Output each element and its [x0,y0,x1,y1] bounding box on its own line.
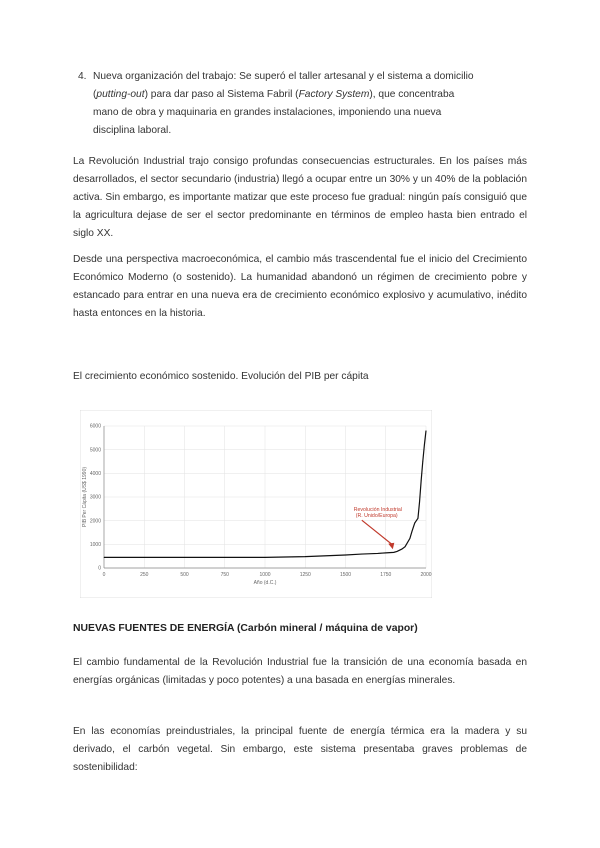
x-tick-label: 2000 [420,572,432,578]
list-item-line2-mid: ) para dar paso al Sistema Fabril ( [144,89,299,100]
data-point [426,430,427,431]
x-tick-label: 1000 [259,572,271,578]
annotation-text-line1: Revolución Industrial [353,507,402,514]
x-tick-label: 1750 [380,572,392,578]
data-point [419,501,420,502]
data-point [184,557,185,558]
list-item-line1: Nueva organización del trabajo: Se superó el taller artesanal y el sistema a domicilio [93,71,474,82]
data-point [224,557,225,558]
data-point [104,557,105,558]
paragraph-crecimiento: Desde una perspectiva macroeconómica, el cambio más trascendental fue el inicio del Crecimiento Económico Moderno (o sostenido). La humanidad abandonó un régimen de crecimiento pobre y estancado para entrar en una nueva era de crecimiento económico explosivo y acumulativo, inédito hasta entonces en la historia. [73,254,527,319]
data-point [345,555,346,556]
data-point [422,461,423,462]
data-point [305,556,306,557]
list-item-4 [78,68,513,140]
x-tick-label: 0 [102,572,106,578]
data-point [393,552,394,553]
putting-out-term: putting-out [96,89,145,100]
x-tick-label: 500 [180,572,189,578]
data-point [385,552,386,553]
data-point [397,551,398,552]
chart-frame [80,410,432,598]
y-tick-label: 2000 [89,518,101,525]
x-tick-label: 1250 [299,572,311,578]
data-point [414,523,415,524]
y-tick-label: 5000 [89,447,101,454]
data-point [424,445,425,446]
data-point [412,531,413,532]
y-tick-label: 6000 [89,423,101,430]
data-point [377,553,378,554]
list-item-line4: disciplina laboral. [93,125,172,136]
data-point [401,549,402,550]
paragraph-preindustriales: En las economías preindustriales, la principal fuente de energía térmica era la madera y su derivado, el carbón vegetal. Sin embargo, este sistema presentaba graves problemas de sostenibilidad: [73,726,527,773]
x-tick-label: 1500 [339,572,352,578]
section-heading: NUEVAS FUENTES DE ENERGÍA (Carbón mineral / máquina de vapor) [73,623,418,634]
list-item-line3: mano de obra y maquinaria en grandes instalaciones, imponiendo una nueva [93,107,442,118]
x-axis-label: Año (d.C.) [253,580,277,586]
list-item-line2-post: ), que concentraba [369,89,455,100]
y-tick-label: 3000 [89,494,101,501]
y-tick-label: 0 [98,565,101,572]
x-tick-label: 250 [140,572,149,578]
gdp-chart [80,410,432,603]
data-point [405,546,406,547]
factory-system-term: Factory System [298,89,370,100]
figure-caption: El crecimiento económico sostenido. Evolución del PIB per cápita [73,371,369,382]
annotation-text-line2: (R. Unido/Europa) [355,513,398,520]
gdp-chart-svg [80,410,432,598]
y-tick-label: 4000 [89,470,101,477]
data-point [410,538,411,539]
list-number: 4. [78,71,87,82]
data-point [144,557,145,558]
list-item-line2-pre: ( [93,89,97,100]
x-tick-label: 750 [220,572,229,578]
data-point [361,554,362,555]
data-point [265,557,266,558]
y-tick-label: 1000 [89,541,101,548]
paragraph-energias: El cambio fundamental de la Revolución Industrial fue la transición de una economía basada en energías orgánicas (limitadas y poco potentes) a una basada en energías minerales. [73,657,527,686]
data-point [418,518,419,519]
data-point [421,480,422,481]
y-axis-label: PIB Per Cápita (US$ 1990) [82,466,88,528]
paragraph-consecuencias: La Revolución Industrial trajo consigo profundas consecuencias estructurales. En los países más desarrollados, el sector secundario (industria) llegó a ocupar entre un 30% y un 40% de la población activa. Sin embargo, es importante matizar que este proceso fue gradual: ningún país consiguió que la agricultura dejase de ser el sector predominante en términos de empleo hasta bien entrado el siglo XX. [73,156,527,239]
